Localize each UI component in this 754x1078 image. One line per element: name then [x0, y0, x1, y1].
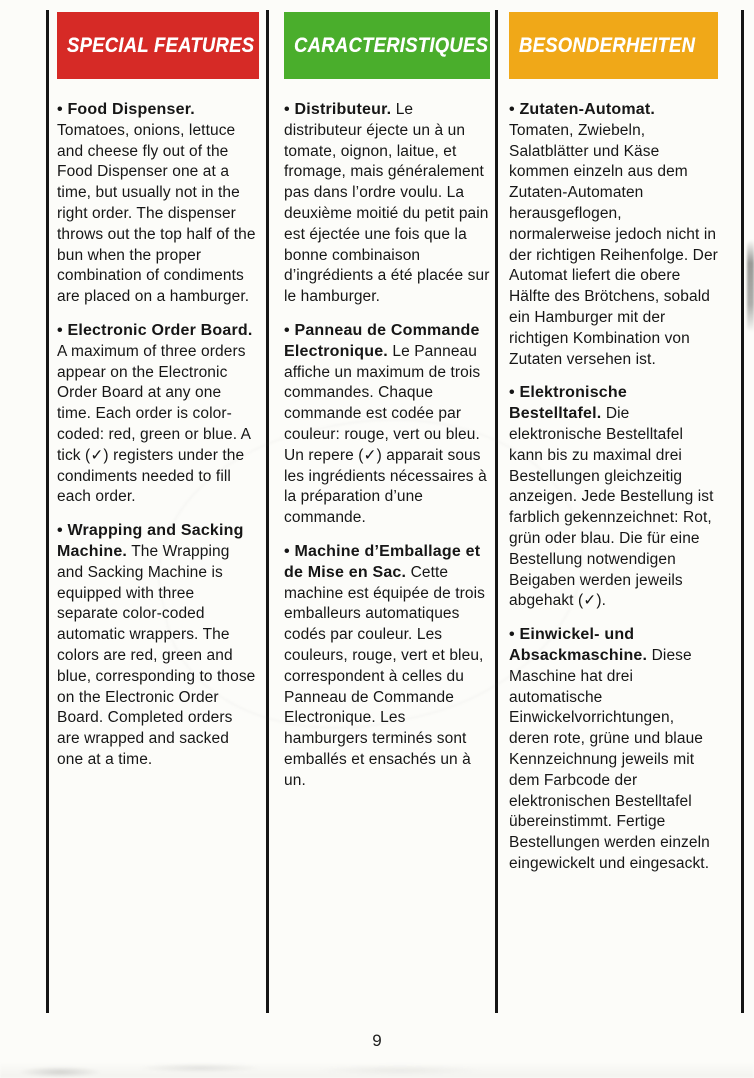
feature-title: • Machine d’Emballage et de Mise en Sac.	[284, 542, 481, 581]
column-german	[509, 12, 718, 888]
column-divider	[46, 10, 49, 1013]
feature-body: Diese Maschine hat drei automatische Einwickelvorrichtungen, deren rote, grüne und blaue Kennzeichnung jeweils mit dem Farbcode der elektronischen Bestelltafel übereinstimmt. Fertige Bestellungen werden einzeln eingewickelt und eingesackt.	[509, 646, 710, 872]
header-caracteristiques	[284, 12, 490, 79]
feature-title: • Electronic Order Board.	[57, 321, 253, 339]
feature-item	[57, 100, 259, 308]
feature-title: • Distributeur.	[284, 101, 392, 118]
feature-title: • Food Dispenser.	[57, 101, 195, 118]
feature-item	[284, 100, 490, 308]
feature-title: • Panneau de Commande Electronique.	[284, 321, 480, 360]
header-besonderheiten	[509, 12, 718, 79]
header-label: SPECIAL FEATURES	[67, 33, 255, 57]
page-number: 9	[372, 1031, 382, 1050]
feature-body: A maximum of three orders appear on the Electronic Order Board at any one time. Each order is color-coded: red, green or blue. A tick (✓) registers under the condiments needed to fill each order.	[57, 342, 251, 506]
scan-artifact	[747, 240, 754, 332]
header-special-features	[57, 12, 259, 79]
feature-body: Die elektronische Bestelltafel kann bis zu maximal drei Bestellungen gleichzeitig anzeigen. Jede Bestellung ist farblich gekennzeichnet: Rot, grün oder blau. Die für eine Bestellung notwendigen Beigaben werden jeweils abgehakt (✓).	[509, 405, 714, 610]
feature-title: • Einwickel- und Absackmaschine.	[509, 626, 648, 664]
scan-artifact	[0, 1058, 754, 1078]
feature-title: • Zutaten-Automat.	[509, 101, 656, 118]
feature-item	[509, 625, 718, 875]
feature-body: The Wrapping and Sacking Machine is equipped with three separate color-coded automatic wrappers. The colors are red, green and blue, corresponding to those on the Electronic Order Board. Completed orders are wrapped and sacked one at a time.	[57, 542, 256, 768]
feature-title: • Wrapping and Sacking Machine.	[57, 522, 244, 560]
feature-body: Tomatoes, onions, lettuce and cheese fly out of the Food Dispenser one at a time, but usually not in the right order. The dispenser throws out the top half of the bun when the proper combination of condiments are placed on a hamburger.	[57, 121, 256, 306]
header-label: BESONDERHEITEN	[519, 33, 696, 57]
feature-item	[509, 100, 718, 370]
feature-body: Tomaten, Zwiebeln, Salatblätter und Käse kommen einzeln aus dem Zutaten-Automaten herausgeflogen, normalerweise jedoch nicht in der richtigen Reihenfolge. Der Automat liefert die obere Hälfte des Brötchens, sobald ein Hamburger mit der richtigen Kombination von Zutaten versehen ist.	[509, 121, 718, 368]
column-divider	[741, 10, 744, 1013]
feature-title: • Elektronische Bestelltafel.	[509, 384, 627, 423]
feature-body: Le distributeur éjecte un à un tomate, oignon, laitue, et fromage, mais généralement pas dans l’ordre voulu. La deuxième moitié du petit pain est éjectée une fois que la bonne combinaison d’ingrédients a été placée sur le hamburger.	[284, 101, 490, 306]
feature-body: Cette machine est équipée de trois emballeurs automatiques codés par couleur. Les couleurs, rouge, vert et bleu, correspondent à celles du Panneau de Commande Electronique. Les hamburgers terminés sont emballés et ensachés un à un.	[284, 563, 485, 789]
feature-body: Le Panneau affiche un maximum de trois commandes. Chaque commande est codée par couleur: rouge, vert ou bleu. Un repere (✓) apparait sous les ingrédients nécessaires à la préparation d’une commande.	[284, 342, 487, 527]
header-label: CARACTERISTIQUES	[294, 33, 489, 57]
